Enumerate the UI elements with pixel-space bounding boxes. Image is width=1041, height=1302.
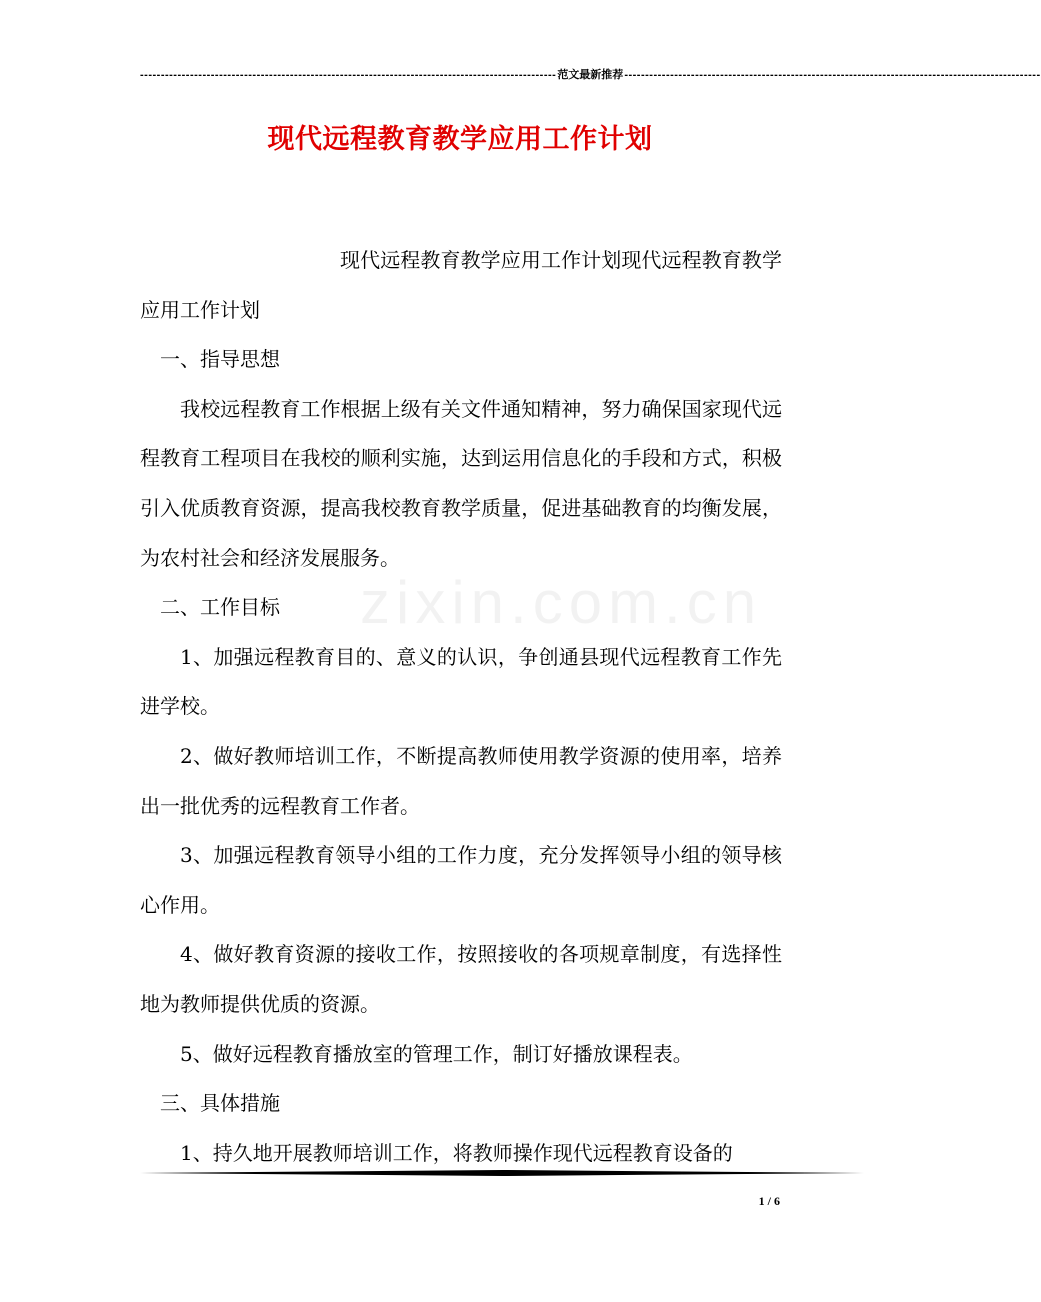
intro-paragraph: 现代远程教育教学应用工作计划现代远程教育教学应用工作计划 <box>140 248 782 322</box>
list-item: 5、做好远程教育播放室的管理工作，制订好播放课程表。 <box>180 1041 693 1066</box>
document-title: 现代远程教育教学应用工作计划 <box>267 124 653 155</box>
watermark: zixin.com.cn <box>360 569 763 636</box>
list-item: 1、持久地开展教师培训工作，将教师操作现代远程教育设备的 <box>180 1140 733 1165</box>
list-item: 3、加强远程教育领导小组的工作力度，充分发挥领导小组的领导核心作用。 <box>140 843 782 917</box>
header-rule-left: ---------------------------------------------------------------------------------------------------- <box>140 69 557 81</box>
header-rule-right: ---------------------------------------------------------------------------------------------------- <box>624 69 1041 81</box>
document-body <box>140 236 782 1178</box>
page-number: 1 / 6 <box>758 1194 780 1208</box>
footer-rule <box>140 1170 864 1176</box>
body-paragraph: 我校远程教育工作根据上级有关文件通知精神，努力确保国家现代远程教育工程项目在我校的顺利实施，达到运用信息化的手段和方式，积极引入优质教育资源，提高我校教育教学质量，促进基础教育的均衡发展，为农村社会和经济发展服务。 <box>140 396 782 570</box>
list-item: 2、做好教师培训工作，不断提高教师使用教学资源的使用率，培养出一批优秀的远程教育工作者。 <box>140 743 782 818</box>
list-item: 1、加强远程教育目的、意义的认识，争创通县现代远程教育工作先进学校。 <box>140 644 782 719</box>
page-header <box>140 68 1041 82</box>
section-heading-guiding-thought: 一、指导思想 <box>160 347 280 372</box>
list-item: 4、做好教育资源的接收工作，按照接收的各项规章制度，有选择性地为教师提供优质的资源。 <box>140 942 782 1016</box>
header-label: 范文最新推荐 <box>557 69 624 81</box>
section-heading-work-goals: 二、工作目标 <box>160 595 280 620</box>
section-heading-measures: 三、具体措施 <box>160 1091 280 1116</box>
